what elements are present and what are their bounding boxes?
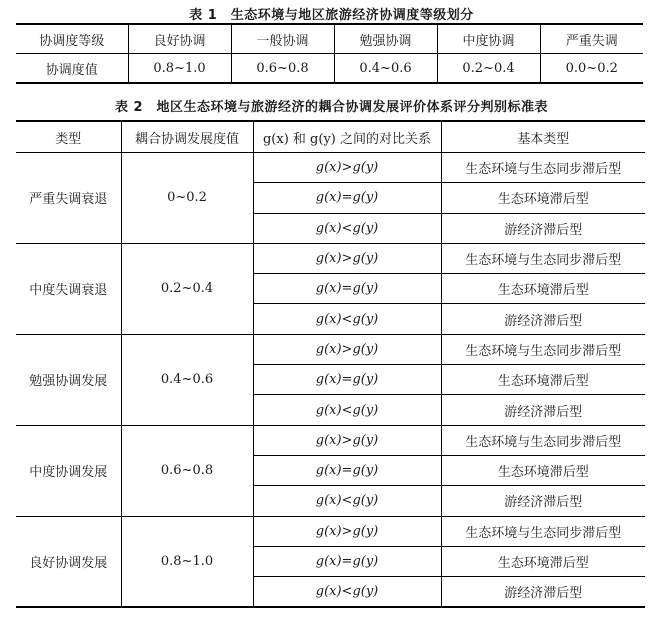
basic-type-cell: 生态环境与生态同步滞后型 <box>441 425 645 455</box>
group-range-cell: 0.4~0.6 <box>121 334 253 425</box>
basic-type-cell: 生态环境滞后型 <box>441 546 645 576</box>
table1-value-cell: 0.4~0.6 <box>334 54 437 84</box>
relation-cell: g(x)<g(y) <box>253 395 441 425</box>
group-type-cell: 良好协调发展 <box>16 516 121 607</box>
relation-cell: g(x)>g(y) <box>253 334 441 364</box>
table1-header-cell: 严重失调 <box>540 24 643 54</box>
relation-cell: g(x)=g(y) <box>253 455 441 485</box>
relation-cell: g(x)=g(y) <box>253 274 441 304</box>
table1-value-cell: 0.6~0.8 <box>231 54 334 84</box>
basic-type-cell: 生态环境与生态同步滞后型 <box>441 334 645 364</box>
group-type-cell: 勉强协调发展 <box>16 334 121 425</box>
table1-header-cell: 一般协调 <box>231 24 334 54</box>
group-type-cell: 严重失调衰退 <box>16 153 121 244</box>
group-range-cell: 0.2~0.4 <box>121 243 253 334</box>
basic-type-cell: 游经济滞后型 <box>441 486 645 516</box>
table2-header-row <box>16 121 645 153</box>
relation-cell: g(x)<g(y) <box>253 486 441 516</box>
basic-type-cell: 生态环境滞后型 <box>441 455 645 485</box>
basic-type-cell: 生态环境滞后型 <box>441 183 645 213</box>
column-header-type: 类型 <box>16 121 121 153</box>
table1-header-cell: 中度协调 <box>437 24 540 54</box>
table-row <box>16 425 645 455</box>
relation-cell: g(x)=g(y) <box>253 365 441 395</box>
relation-cell: g(x)<g(y) <box>253 304 441 334</box>
table1-value-cell: 协调度值 <box>16 54 128 84</box>
table1-header-cell: 勉强协调 <box>334 24 437 54</box>
table1-value-row <box>16 54 643 84</box>
basic-type-cell: 生态环境与生态同步滞后型 <box>441 153 645 183</box>
table1-value-cell: 0.0~0.2 <box>540 54 643 84</box>
group-range-cell: 0~0.2 <box>121 153 253 244</box>
relation-cell: g(x)>g(y) <box>253 243 441 273</box>
basic-type-cell: 生态环境与生态同步滞后型 <box>441 516 645 546</box>
table-row <box>16 516 645 546</box>
basic-type-cell: 游经济滞后型 <box>441 213 645 243</box>
column-header-basic-type: 基本类型 <box>441 121 645 153</box>
table1-value-cell: 0.2~0.4 <box>437 54 540 84</box>
table1-header-cell: 良好协调 <box>128 24 231 54</box>
table2-body <box>16 153 645 608</box>
relation-cell: g(x)=g(y) <box>253 183 441 213</box>
basic-type-cell: 生态环境与生态同步滞后型 <box>441 243 645 273</box>
table1-header-cell: 协调度等级 <box>39 33 105 49</box>
evaluation-criteria-table <box>16 120 645 608</box>
group-range-cell: 0.6~0.8 <box>121 425 253 516</box>
column-header-range: 耦合协调发展度值 <box>121 121 253 153</box>
group-range-cell: 0.8~1.0 <box>121 516 253 607</box>
column-header-relation: g(x) 和 g(y) 之间的对比关系 <box>253 121 441 153</box>
basic-type-cell: 生态环境滞后型 <box>441 274 645 304</box>
relation-cell: g(x)>g(y) <box>253 516 441 546</box>
basic-type-cell: 生态环境滞后型 <box>441 365 645 395</box>
table2-caption: 表 2 地区生态环境与旅游经济的耦合协调发展评价体系评分判别标准表 <box>114 100 549 115</box>
table1-value-cell: 0.8~1.0 <box>128 54 231 84</box>
table1-caption: 表 1 生态环境与地区旅游经济协调度等级划分 <box>189 8 474 23</box>
basic-type-cell: 游经济滞后型 <box>441 304 645 334</box>
relation-cell: g(x)>g(y) <box>253 425 441 455</box>
basic-type-cell: 游经济滞后型 <box>441 577 645 608</box>
relation-cell: g(x)>g(y) <box>253 153 441 183</box>
table-row <box>16 243 645 273</box>
group-type-cell: 中度失调衰退 <box>16 243 121 334</box>
relation-cell: g(x)=g(y) <box>253 546 441 576</box>
table-row <box>16 153 645 183</box>
coordination-level-table <box>16 23 643 84</box>
relation-cell: g(x)<g(y) <box>253 577 441 608</box>
group-type-cell: 中度协调发展 <box>16 425 121 516</box>
table1-header-row <box>16 24 643 54</box>
basic-type-cell: 游经济滞后型 <box>441 395 645 425</box>
relation-cell: g(x)<g(y) <box>253 213 441 243</box>
table-row <box>16 334 645 364</box>
